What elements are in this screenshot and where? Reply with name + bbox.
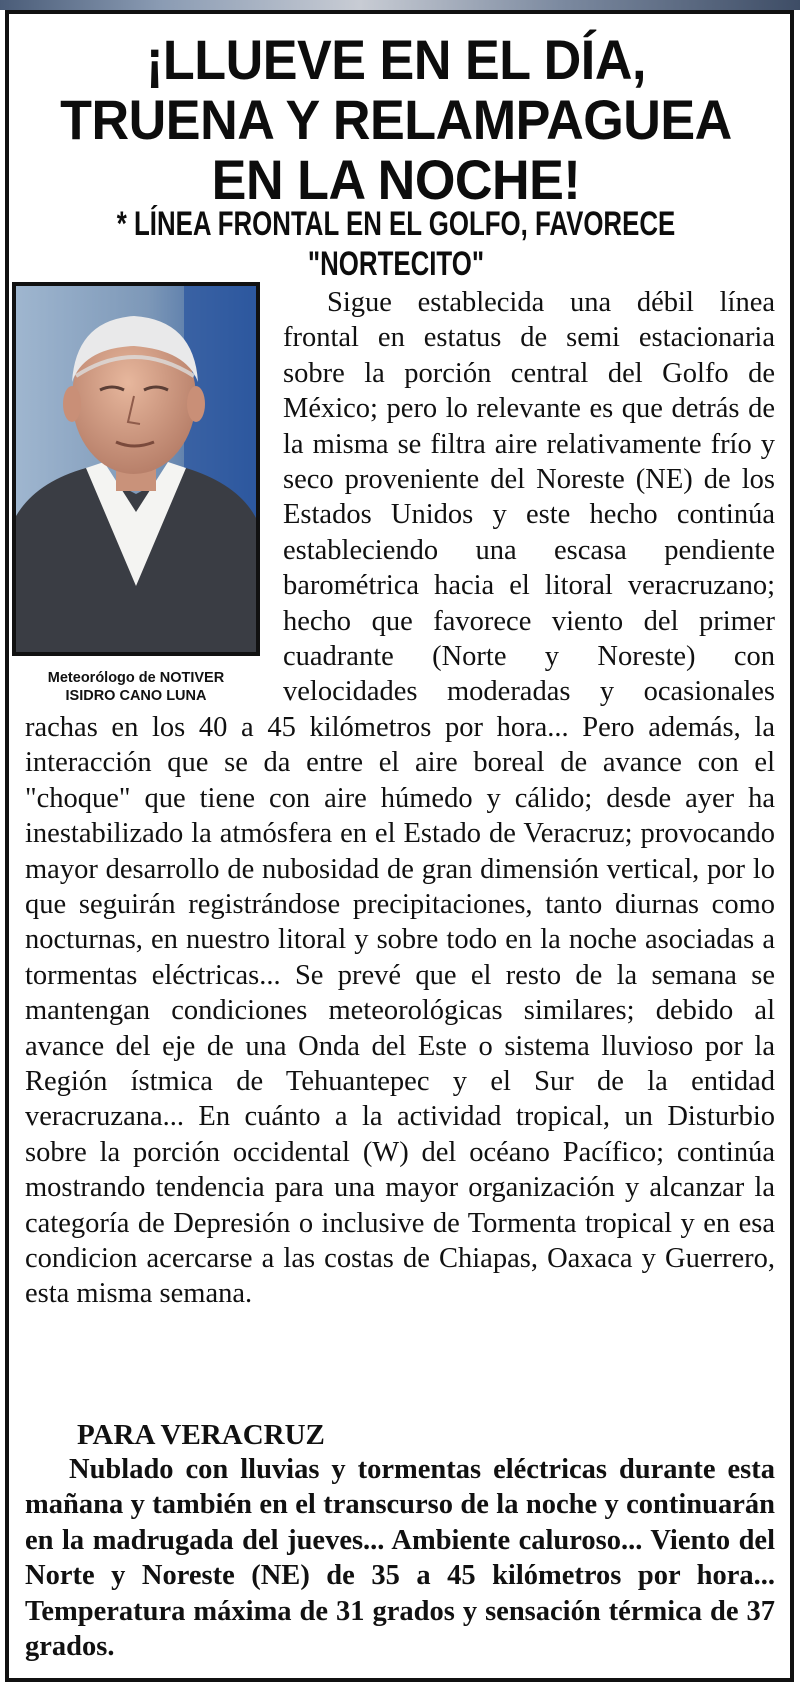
forecast-text xyxy=(25,1452,775,1664)
photo-spacer xyxy=(25,285,283,707)
section-title: PARA VERACRUZ xyxy=(77,1419,325,1451)
caption-line-name: ISIDRO CANO LUNA xyxy=(65,688,207,704)
top-photo-strip xyxy=(0,0,800,10)
article-body-text: Sigue establecida una débil línea frontal en estatus de semi estacionaria sobre la porción central del Golfo de México; pero lo relevante es que detrás de la misma se filtra aire relativamente frío y seco proveniente del Noreste (NE) de los Estados Unidos y este hecho continúa estableciendo una escasa pendiente barométrica hacia el litoral veracruzano; hecho que favorece viento del primer cuadrante (Norte y Noreste) con velocidades moderadas y ocasionales rachas en los 40 a 45 kilómetros por hora... Pero además, la interacción que se da entre el aire boreal de avance con el "choque" que tiene con aire húmedo y cálido; desde ayer ha inestabilizado la atmósfera en el Estado de Veracruz; provocando mayor desarrollo de nubosidad de gran dimensión vertical, por lo que seguirán registrándose precipitaciones, tanto diurnas como nocturnas, en nuestro litoral y sobre todo en la noche asociadas a tormentas eléctricas... Se prevé que el resto de la semana se mantengan condiciones meteorológicas similares; debido al avance del eje de una Onda del Este o sistema lluvioso por la Región ístmica de Tehuantepec y el Sur de la entidad veracruzana... En cuánto a la actividad tropical, un Disturbio sobre la porción occidental (W) del océano Pacífico; continúa mostrando tendencia para una mayor organización y alcanzar la categoría de Depresión o inclusive de Tormenta tropical y en esa condicion acercarse a las costas de Chiapas, Oaxaca y Guerrero, esta misma semana. xyxy=(25,287,775,1310)
forecast-body: Nublado con lluvias y tormentas eléctricas durante esta mañana y también en el transcurso de la noche y continuarán en la madrugada del jueves... Ambiente caluroso... Viento del Norte y Noreste (NE) de 35 a 45 kilómetros por hora... Temperatura máxima de 31 grados y sensación térmica de 37 grados. xyxy=(25,1454,775,1663)
article-body xyxy=(25,285,775,1312)
caption-line-title: Meteorólogo de NOTIVER xyxy=(47,670,225,686)
headline: ¡LLUEVE EN EL DÍA, TRUENA Y RELAMPAGUEA EN LA NOCHE! xyxy=(60,28,732,211)
subheadline: * LÍNEA FRONTAL EN EL GOLFO, FAVORECE "NORTECITO" xyxy=(116,205,676,283)
